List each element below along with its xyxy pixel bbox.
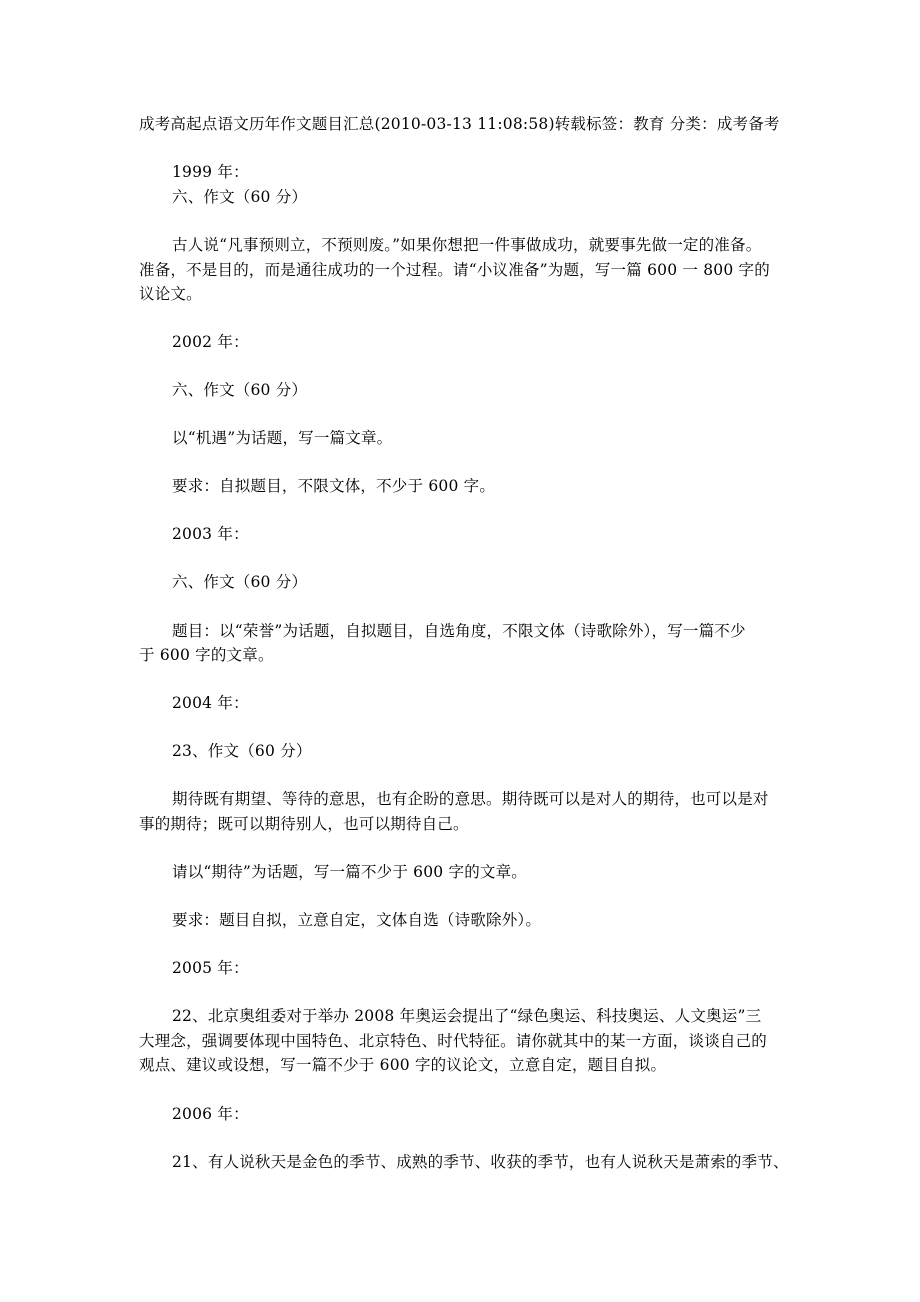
year-heading-2002: 2002 年： — [172, 333, 249, 351]
paragraph-line: 请以“期待”为话题，写一篇不少于 600 字的文章。 — [172, 863, 527, 881]
paragraph-line: 事的期待；既可以期待别人，也可以期待自己。 — [139, 815, 469, 833]
year-heading-2006: 2006 年： — [172, 1105, 249, 1123]
section-heading: 23、作文（60 分） — [172, 742, 312, 760]
section-heading: 六、作文（60 分） — [172, 188, 308, 206]
year-heading-2004: 2004 年： — [172, 694, 249, 712]
document-header: 成考高起点语文历年作文题目汇总(2010-03-13 11:08:58)转载标签：教育 分类：成考备考 — [139, 115, 780, 133]
paragraph-line: 于 600 字的文章。 — [139, 646, 274, 664]
paragraph-line: 议论文。 — [139, 285, 202, 303]
section-heading: 六、作文（60 分） — [172, 573, 308, 591]
paragraph-line: 期待既有期望、等待的意思，也有企盼的意思。期待既可以是对人的期待，也可以是对 — [172, 790, 769, 808]
paragraph-line: 22、北京奥组委对于举办 2008 年奥运会提出了“绿色奥运、科技奥运、人文奥运”三 — [172, 1007, 762, 1025]
year-heading-2003: 2003 年： — [172, 525, 249, 543]
paragraph-line: 大理念，强调要体现中国特色、北京特色、时代特征。请你就其中的某一方面，谈谈自己的 — [139, 1032, 768, 1050]
paragraph-line: 观点、建议或设想，写一篇不少于 600 字的议论文，立意自定，题目自拟。 — [139, 1056, 667, 1074]
paragraph-line: 以“机遇”为话题，写一篇文章。 — [172, 429, 393, 447]
paragraph-line: 题目：以“荣誉”为话题，自拟题目，自选角度，不限文体（诗歌除外），写一篇不少 — [172, 622, 746, 640]
paragraph-line: 21、有人说秋天是金色的季节、成熟的季节、收获的季节，也有人说秋天是萧索的季节、 — [172, 1153, 789, 1171]
paragraph-line: 要求：题目自拟，立意自定，文体自选（诗歌除外）。 — [172, 911, 542, 929]
paragraph-line: 古人说“凡事预则立，不预则废。”如果你想把一件事做成功，就要事先做一定的准备。 — [172, 236, 762, 254]
paragraph-line: 要求：自拟题目，不限文体，不少于 600 字。 — [172, 477, 496, 495]
paragraph-line: 准备，不是目的，而是通往成功的一个过程。请“小议准备”为题，写一篇 600 一 800 字的 — [139, 261, 770, 279]
year-heading-2005: 2005 年： — [172, 959, 249, 977]
year-heading-1999: 1999 年： — [172, 163, 249, 181]
section-heading: 六、作文（60 分） — [172, 381, 308, 399]
